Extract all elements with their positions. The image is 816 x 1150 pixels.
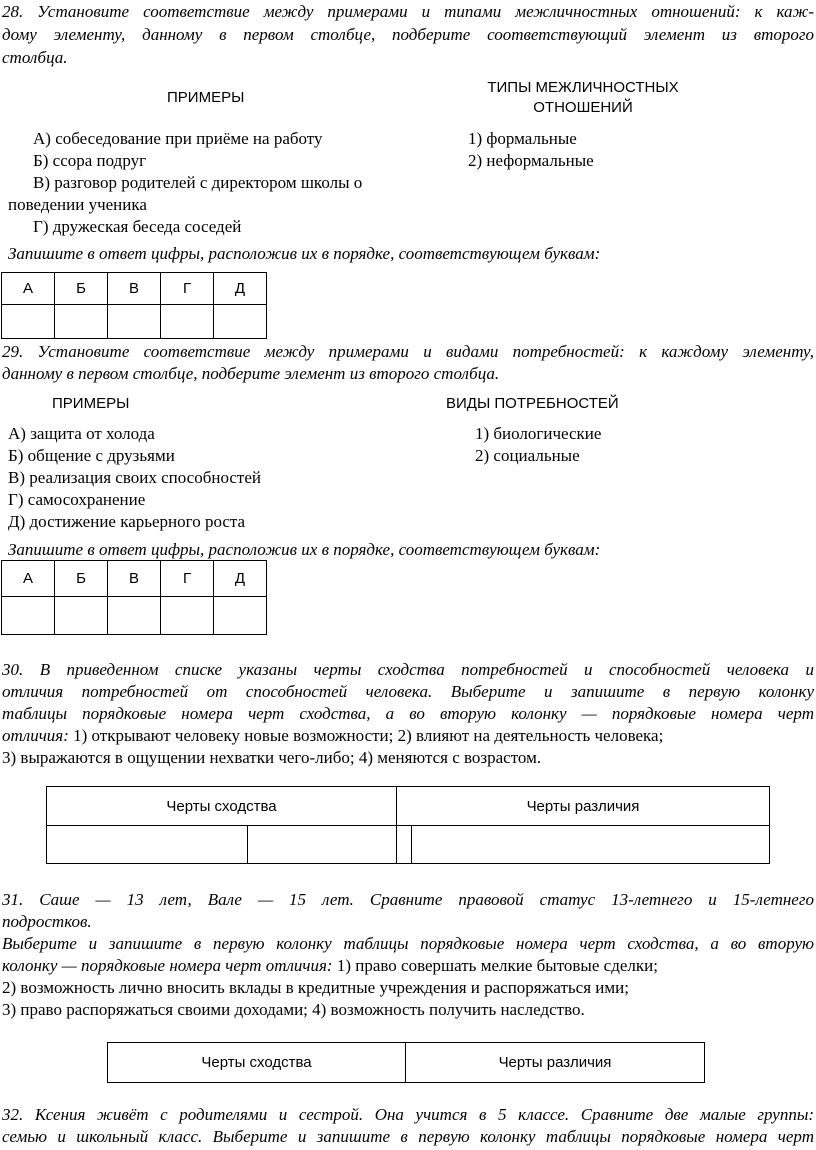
answer-cell[interactable] [55, 305, 108, 339]
heading-line: ТИПЫ МЕЖЛИЧНОСТНЫХ [487, 79, 679, 96]
q31-line: Выберите и запишите в первую колонку таблицы порядковые номера черт сходства, а во вторую [2, 934, 814, 953]
q28-col1-heading: ПРИМЕРЫ [167, 89, 245, 106]
q29-line: 29. Установите соответствие между примерами и видами потребностей: к каждому элементу, [2, 342, 814, 361]
q28-instruction: Запишите в ответ цифры, расположив их в порядке, соответствующем буквам: [8, 244, 601, 263]
answer-cell[interactable] [2, 597, 55, 635]
letter-cell: Д [214, 561, 267, 597]
q30-line [2, 726, 814, 746]
q28-type: 2) неформальные [468, 151, 594, 170]
q29-example: Г) самосохранение [8, 490, 146, 509]
q28-example: поведении ученика [8, 195, 147, 214]
q29-col1-heading: ПРИМЕРЫ [52, 395, 130, 412]
letter-cell: Д [214, 273, 267, 305]
answer-cell[interactable] [47, 826, 248, 864]
q30-line: отличия потребностей от способностей человека. Выберите и запишите в первую колонку [2, 682, 814, 701]
q31-answer-table [107, 1042, 705, 1083]
q29-col2-heading: ВИДЫ ПОТРЕБНОСТЕЙ [446, 395, 619, 412]
answer-cell[interactable] [108, 597, 161, 635]
q28-line: столбца. [2, 48, 68, 67]
letter-cell: А [2, 273, 55, 305]
answer-cell[interactable] [55, 597, 108, 635]
q28-col2-heading [470, 78, 696, 118]
q29-line: данному в первом столбце, подберите элемент из второго столбца. [2, 364, 500, 383]
q31-line [2, 956, 814, 976]
q29-instruction: Запишите в ответ цифры, расположив их в порядке, соответствующем буквам: [8, 540, 601, 559]
q30-line: 30. В приведенном списке указаны черты сходства потребностей и способностей человека и [2, 660, 814, 679]
q30-line: таблицы порядковые номера черт сходства, а во вторую колонку — порядковые номера черт [2, 704, 814, 723]
q29-example: В) реализация своих способностей [8, 468, 262, 487]
similar-header: Черты сходства [108, 1043, 406, 1083]
q30-line: 3) выражаются в ощущении нехватки чего-либо; 4) меняются с возрастом. [2, 748, 542, 767]
q30-line-rest: 1) открывают человеку новые возможности; 2) влияют на деятельность человека; [68, 726, 664, 745]
answer-cell[interactable] [248, 826, 397, 864]
letter-cell: Б [55, 561, 108, 597]
answer-cell[interactable] [397, 826, 412, 864]
q28-answer-table [1, 272, 267, 339]
q32-line: 32. Ксения живёт с родителями и сестрой. Она учится в 5 классе. Сравните две малые группы: [2, 1105, 814, 1124]
q29-type: 1) биологические [475, 424, 602, 443]
q30-answer-table [46, 786, 770, 864]
q31-line: 2) возможность лично вносить вклады в кредитные учреждения и распоряжаться ими; [2, 978, 629, 997]
answer-cell[interactable] [412, 826, 770, 864]
q29-example: А) защита от холода [8, 424, 155, 443]
heading-line: ОТНОШЕНИЙ [533, 99, 633, 116]
different-header: Черты различия [406, 1043, 705, 1083]
q29-type: 2) социальные [475, 446, 580, 465]
letter-cell: Б [55, 273, 108, 305]
q28-example: Г) дружеская беседа соседей [33, 217, 242, 236]
letter-cell: Г [161, 561, 214, 597]
q30-line-italic: отличия: [2, 726, 69, 745]
q32-line: семью и школьный класс. Выберите и запишите в первую колонку таблицы порядковые номера черт [2, 1127, 814, 1146]
answer-cell[interactable] [161, 305, 214, 339]
answer-cell[interactable] [2, 305, 55, 339]
answer-cell[interactable] [214, 597, 267, 635]
similar-header: Черты сходства [47, 787, 397, 826]
q29-example: Б) общение с друзьями [8, 446, 175, 465]
q29-answer-table [1, 560, 267, 635]
different-header: Черты различия [397, 787, 770, 826]
q28-type: 1) формальные [468, 129, 577, 148]
q31-line: подростков. [2, 912, 92, 931]
q29-example: Д) достижение карьерного роста [8, 512, 246, 531]
letter-cell: А [2, 561, 55, 597]
q28-example: А) собеседование при приёме на работу [33, 129, 323, 148]
q31-line-rest: 1) право совершать мелкие бытовые сделки; [332, 956, 658, 975]
q31-line-italic: колонку — порядковые номера черт отличия: [2, 956, 333, 975]
letter-cell: Г [161, 273, 214, 305]
q28-example: Б) ссора подруг [33, 151, 147, 170]
answer-cell[interactable] [161, 597, 214, 635]
letter-cell: В [108, 273, 161, 305]
q31-line: 31. Саше — 13 лет, Вале — 15 лет. Сравните правовой статус 13-летнего и 15-летнего [2, 890, 814, 909]
q28-line: дому элементу, данному в первом столбце, подберите соответствующий элемент из второго [2, 25, 814, 44]
q31-line: 3) право распоряжаться своими доходами; 4) возможность получить наследство. [2, 1000, 585, 1019]
letter-cell: В [108, 561, 161, 597]
answer-cell[interactable] [214, 305, 267, 339]
answer-cell[interactable] [108, 305, 161, 339]
q28-example: В) разговор родителей с директором школы о [33, 173, 363, 192]
q28-line: 28. Установите соответствие между примерами и типами межличностных отношений: к каж- [2, 2, 814, 21]
